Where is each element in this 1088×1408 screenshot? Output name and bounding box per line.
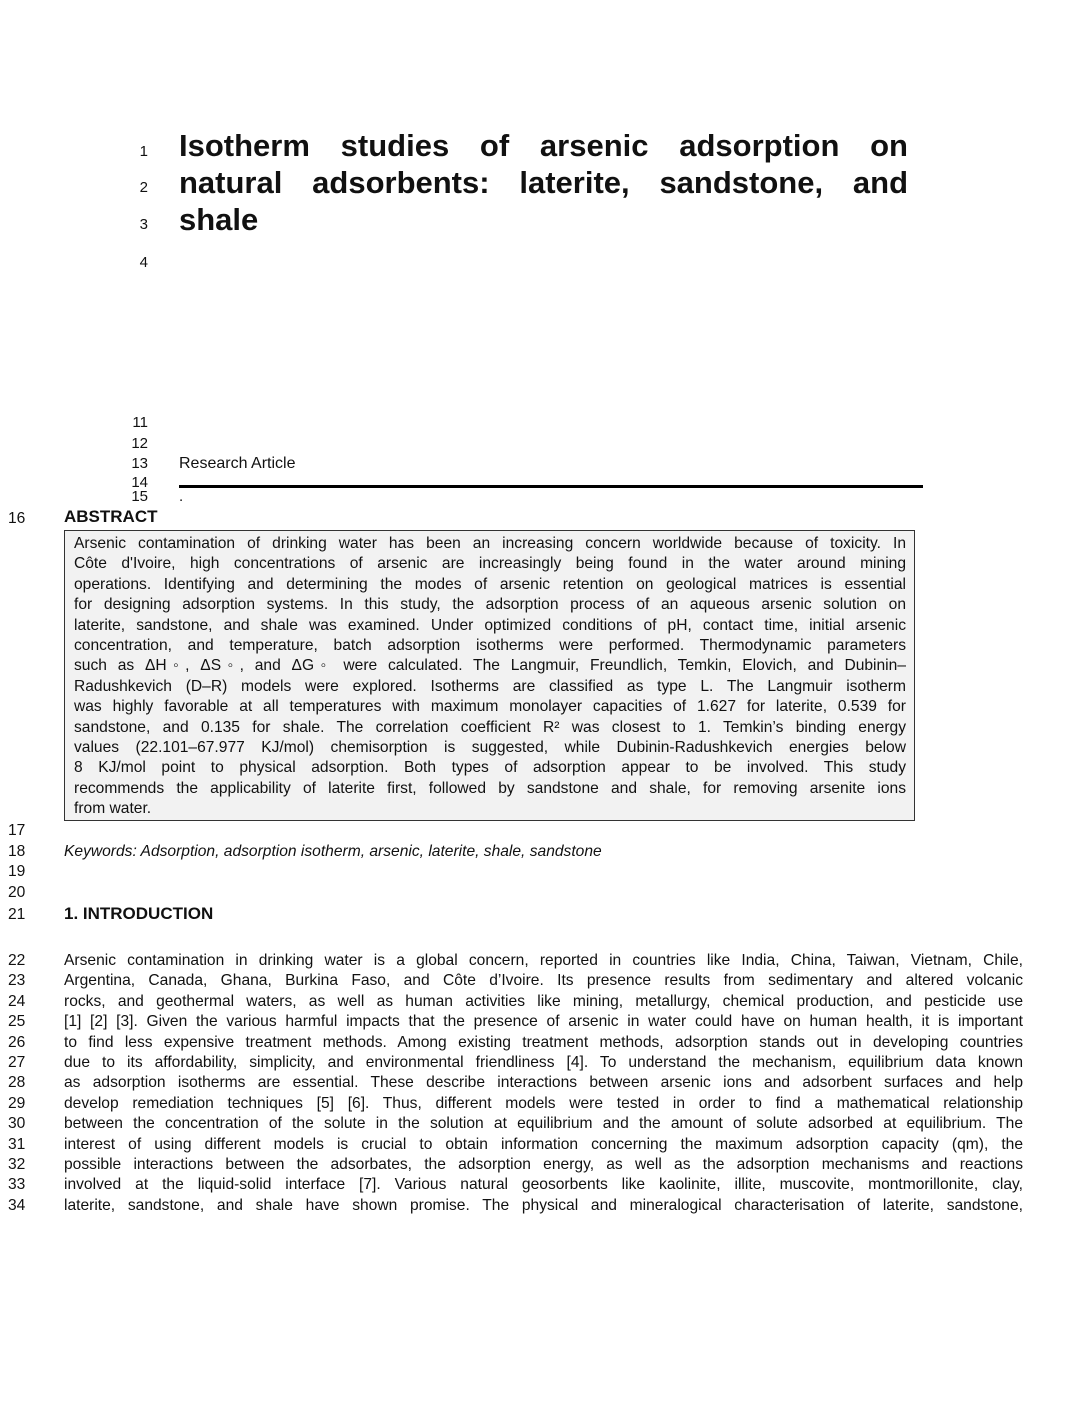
line-number: 31 (8, 1135, 26, 1153)
abstract-line: Côte d'Ivoire, high concentrations of arsenic are increasingly being found in the water around mining (74, 555, 906, 573)
line-number: 16 (8, 510, 26, 527)
body-text-line: Argentina, Canada, Ghana, Burkina Faso, and Côte d’Ivoire. Its presence results from sedimentary and altered volcanic (64, 972, 1023, 990)
line-number: 22 (8, 952, 26, 969)
body-text-line: as adsorption isotherms are essential. These describe interactions between arsenic ions and adsorbent surfaces and help (64, 1074, 1023, 1092)
paper-title-line: natural adsorbents: laterite, sandstone, and (179, 165, 908, 200)
abstract-line: values (22.101–67.977 KJ/mol) chemisorption is suggested, while Dubinin-Radushkevich energies below (74, 739, 906, 756)
abstract-line: such as ΔH◦, ΔS◦, and ΔG◦ were calculated. The Langmuir, Freundlich, Temkin, Elovich, and Dubinin– (74, 657, 906, 675)
line-number: 3 (139, 216, 148, 233)
dot: . (179, 488, 184, 505)
body-text-line: [1] [2] [3]. Given the various harmful impacts that the presence of arsenic in water could have on human health, it is important (64, 1013, 1023, 1031)
article-type: Research Article (179, 455, 296, 472)
line-number: 32 (8, 1156, 26, 1173)
line-number: 28 (8, 1074, 26, 1092)
body-text-line: between the concentration of the solute in the solution at equilibrium and the amount of solute adsorbed at equilibrium. The (64, 1115, 1023, 1133)
body-text-line: interest of using different models is crucial to obtain information concerning the maximum adsorption capacity (qm), the (64, 1135, 1023, 1153)
line-number: 15 (131, 488, 148, 505)
body-text-line: due to its affordability, simplicity, and environmental friendliness [4]. To understand the mechanism, equilibrium data known (64, 1054, 1023, 1071)
abstract-line: operations. Identifying and determining the modes of arsenic retention on geological matrices is essential (74, 575, 906, 593)
abstract-line: concentration, and temperature, batch adsorption isotherms were performed. Thermodynamic parameters (74, 637, 906, 654)
line-number: 21 (8, 906, 26, 923)
line-number: 34 (8, 1196, 26, 1214)
abstract-line: Arsenic contamination of drinking water has been an increasing concern worldwide because of toxicity. In (74, 535, 906, 552)
abstract-line: 8 KJ/mol point to physical adsorption. Both types of adsorption appear to be involved. This study (74, 759, 906, 777)
abstract-line: was highly favorable at all temperatures with maximum monolayer capacities of 1.627 for laterite, 0.539 for (74, 698, 906, 716)
line-number: 25 (8, 1013, 26, 1031)
line-number: 1 (139, 143, 148, 160)
body-text-line: rocks, and geothermal waters, as well as human activities like mining, metallurgy, chemical production, and pesticide use (64, 992, 1023, 1010)
body-text-line: possible interactions between the adsorbates, the adsorption energy, as well as the adsorption mechanisms and reactions (64, 1156, 1023, 1173)
abstract-line: from water. (74, 800, 152, 818)
line-number: 14 (131, 474, 148, 491)
abstract-heading: ABSTRACT (64, 507, 158, 526)
line-number: 27 (8, 1054, 26, 1071)
abstract-line: sandstone, and 0.135 for shale. The correlation coefficient R² was closest to 1. Temkin’s binding energy (74, 718, 906, 736)
paper-title-line: Isotherm studies of arsenic adsorption on (179, 128, 908, 163)
abstract-line: laterite, sandstone, and shale was examined. Under optimized conditions of pH, contact time, initial arsenic (74, 616, 906, 634)
keywords: Keywords: Adsorption, adsorption isotherm, arsenic, laterite, shale, sandstone (64, 843, 602, 860)
line-number: 23 (8, 972, 26, 990)
section-heading-introduction: 1. INTRODUCTION (64, 904, 214, 923)
line-number: 26 (8, 1033, 26, 1051)
line-number: 24 (8, 992, 26, 1010)
line-number: 33 (8, 1176, 26, 1194)
line-number: 29 (8, 1094, 26, 1112)
body-text-line: involved at the liquid-solid interface [7]. Various natural geosorbents like kaolinite, illite, muscovite, montmorillonite, clay, (64, 1176, 1023, 1194)
line-number: 11 (132, 414, 148, 431)
body-text-line: develop remediation techniques [5] [6]. Thus, different models were tested in order to find a mathematical relationship (64, 1094, 1023, 1112)
line-number: 30 (8, 1115, 26, 1133)
body-text-line: to find less expensive treatment methods. Among existing treatment methods, adsorption stands out in developing countries (64, 1033, 1023, 1051)
abstract-line: recommends the applicability of laterite first, followed by sandstone and shale, for removing arsenite ions (74, 779, 906, 797)
abstract-line: Radushkevich (D–R) models were explored. Isotherms are classified as type L. The Langmuir isotherm (74, 677, 906, 695)
line-number: 4 (139, 254, 148, 271)
body-text-line: Arsenic contamination in drinking water is a global concern, reported in countries like India, China, Taiwan, Vietnam, Chile, (64, 952, 1023, 969)
divider-rule (179, 485, 923, 488)
line-number: 18 (8, 843, 26, 860)
line-number: 13 (131, 455, 148, 472)
line-number: 19 (8, 863, 26, 880)
line-number: 17 (8, 822, 26, 839)
abstract-box (64, 530, 915, 821)
line-number: 12 (131, 435, 148, 452)
line-number: 20 (8, 884, 26, 901)
body-text-line: laterite, sandstone, and shale have shown promise. The physical and mineralogical characterisation of laterite, sandstone, (64, 1196, 1023, 1214)
paper-title-line: shale (179, 202, 259, 237)
line-number: 2 (139, 179, 148, 196)
abstract-line: for designing adsorption systems. In this study, the adsorption process of an aqueous arsenic solution on (74, 596, 906, 614)
